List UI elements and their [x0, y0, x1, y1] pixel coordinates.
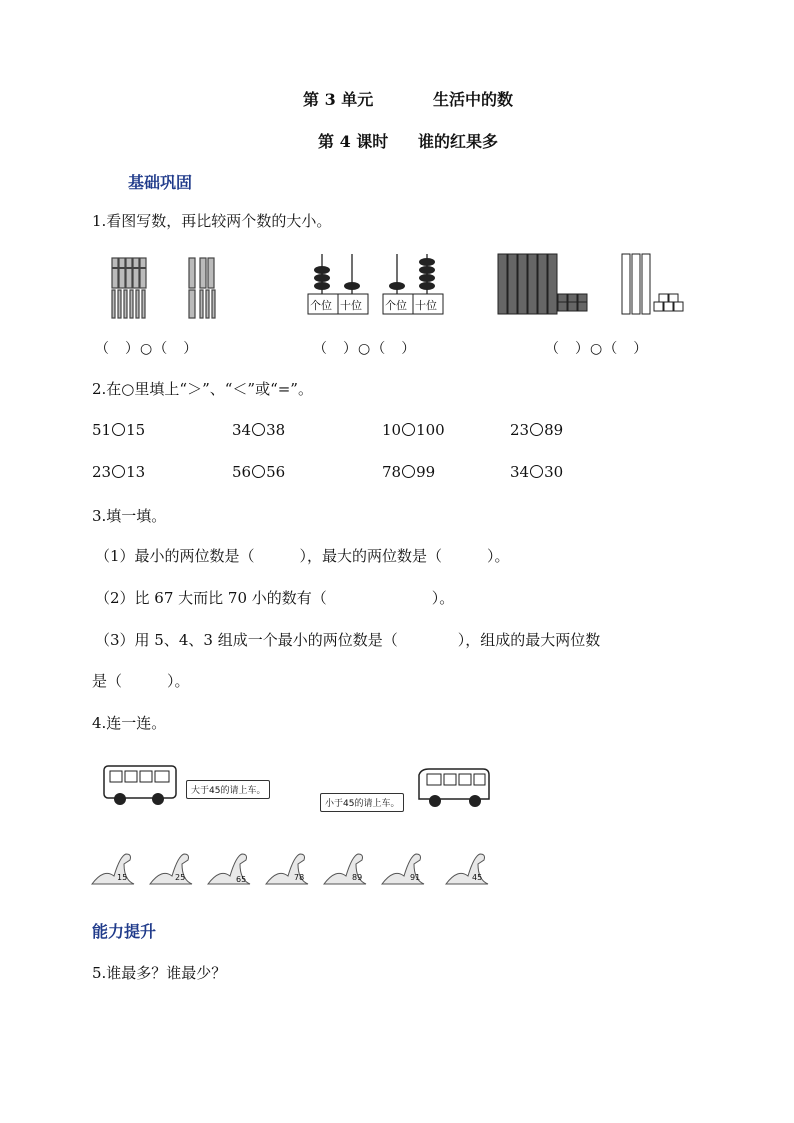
compare-item[interactable]: 23 89: [510, 421, 564, 439]
compare-item[interactable]: 10 100: [382, 421, 445, 439]
dinosaurs-row: [90, 850, 500, 890]
dinosaur-number[interactable]: 78: [294, 873, 305, 882]
q3-item-3[interactable]: （3）用 5、4、3 组成一个最小的两位数是（ ），组成的最大两位数: [95, 631, 601, 649]
q3-item-3-continued[interactable]: 是（ ）。: [92, 672, 190, 690]
q1-answer-1[interactable]: （ ）○（ ）: [95, 341, 199, 357]
compare-circle: [252, 423, 265, 436]
lesson-title: 谁的红果多: [418, 132, 499, 151]
question-1-prompt: 1.看图写数，再比较两个数的大小。: [92, 212, 332, 230]
bubble-right: 小于45的请上车。: [320, 793, 404, 812]
compare-item[interactable]: 23 13: [92, 463, 146, 481]
q1-answer-2[interactable]: （ ）○（ ）: [313, 341, 417, 357]
abacus-right-tens-label: 十位: [415, 299, 437, 312]
compare-item[interactable]: 56 56: [232, 463, 286, 481]
dinosaur-number[interactable]: 25: [175, 873, 186, 882]
compare-circle: [530, 465, 543, 478]
blocks-figure: [496, 252, 696, 318]
dinosaur-number[interactable]: 45: [472, 873, 483, 882]
dinosaur-number[interactable]: 15: [117, 873, 128, 882]
unit-number: 第 3 单元: [303, 90, 374, 109]
compare-item[interactable]: 34 30: [510, 463, 564, 481]
compare-circle: [402, 423, 415, 436]
dinosaur-number[interactable]: 91: [410, 873, 421, 882]
compare-circle: [402, 465, 415, 478]
bubble-left: 大于45的请上车。: [186, 780, 270, 799]
compare-circle: [530, 423, 543, 436]
dinosaur-number[interactable]: 65: [236, 875, 247, 884]
sticks-figure-left: [104, 254, 224, 320]
question-2-prompt: 2.在○里填上“＞”、“＜”或“=”。: [92, 380, 313, 398]
compare-circle: [112, 423, 125, 436]
question-3-prompt: 3.填一填。: [92, 507, 167, 525]
q1-answer-3[interactable]: （ ）○（ ）: [545, 341, 649, 357]
question-4-prompt: 4.连一连。: [92, 714, 167, 732]
section-basic-title: 基础巩固: [128, 173, 193, 192]
compare-circle: [252, 465, 265, 478]
section-advanced-title: 能力提升: [92, 922, 157, 941]
compare-item[interactable]: 51 15: [92, 421, 146, 439]
q3-item-1[interactable]: （1）最小的两位数是（ ），最大的两位数是（ ）。: [95, 547, 510, 565]
q3-item-2[interactable]: （2）比 67 大而比 70 小的数有（ ）。: [95, 589, 455, 607]
dinosaur-number[interactable]: 89: [352, 873, 363, 882]
compare-item[interactable]: 78 99: [382, 463, 436, 481]
compare-circle: [112, 465, 125, 478]
unit-title: 生活中的数: [433, 90, 514, 109]
abacus-right-ones-label: 个位: [385, 299, 407, 312]
abacus-left-tens-label: 十位: [340, 299, 362, 312]
question-5-prompt: 5.谁最多？谁最少？: [92, 964, 227, 982]
compare-item[interactable]: 34 38: [232, 421, 286, 439]
bus-left-icon: [102, 762, 182, 808]
bus-right-icon: [413, 765, 493, 811]
abacus-left-ones-label: 个位: [310, 299, 332, 312]
lesson-number: 第 4 课时: [318, 132, 389, 151]
